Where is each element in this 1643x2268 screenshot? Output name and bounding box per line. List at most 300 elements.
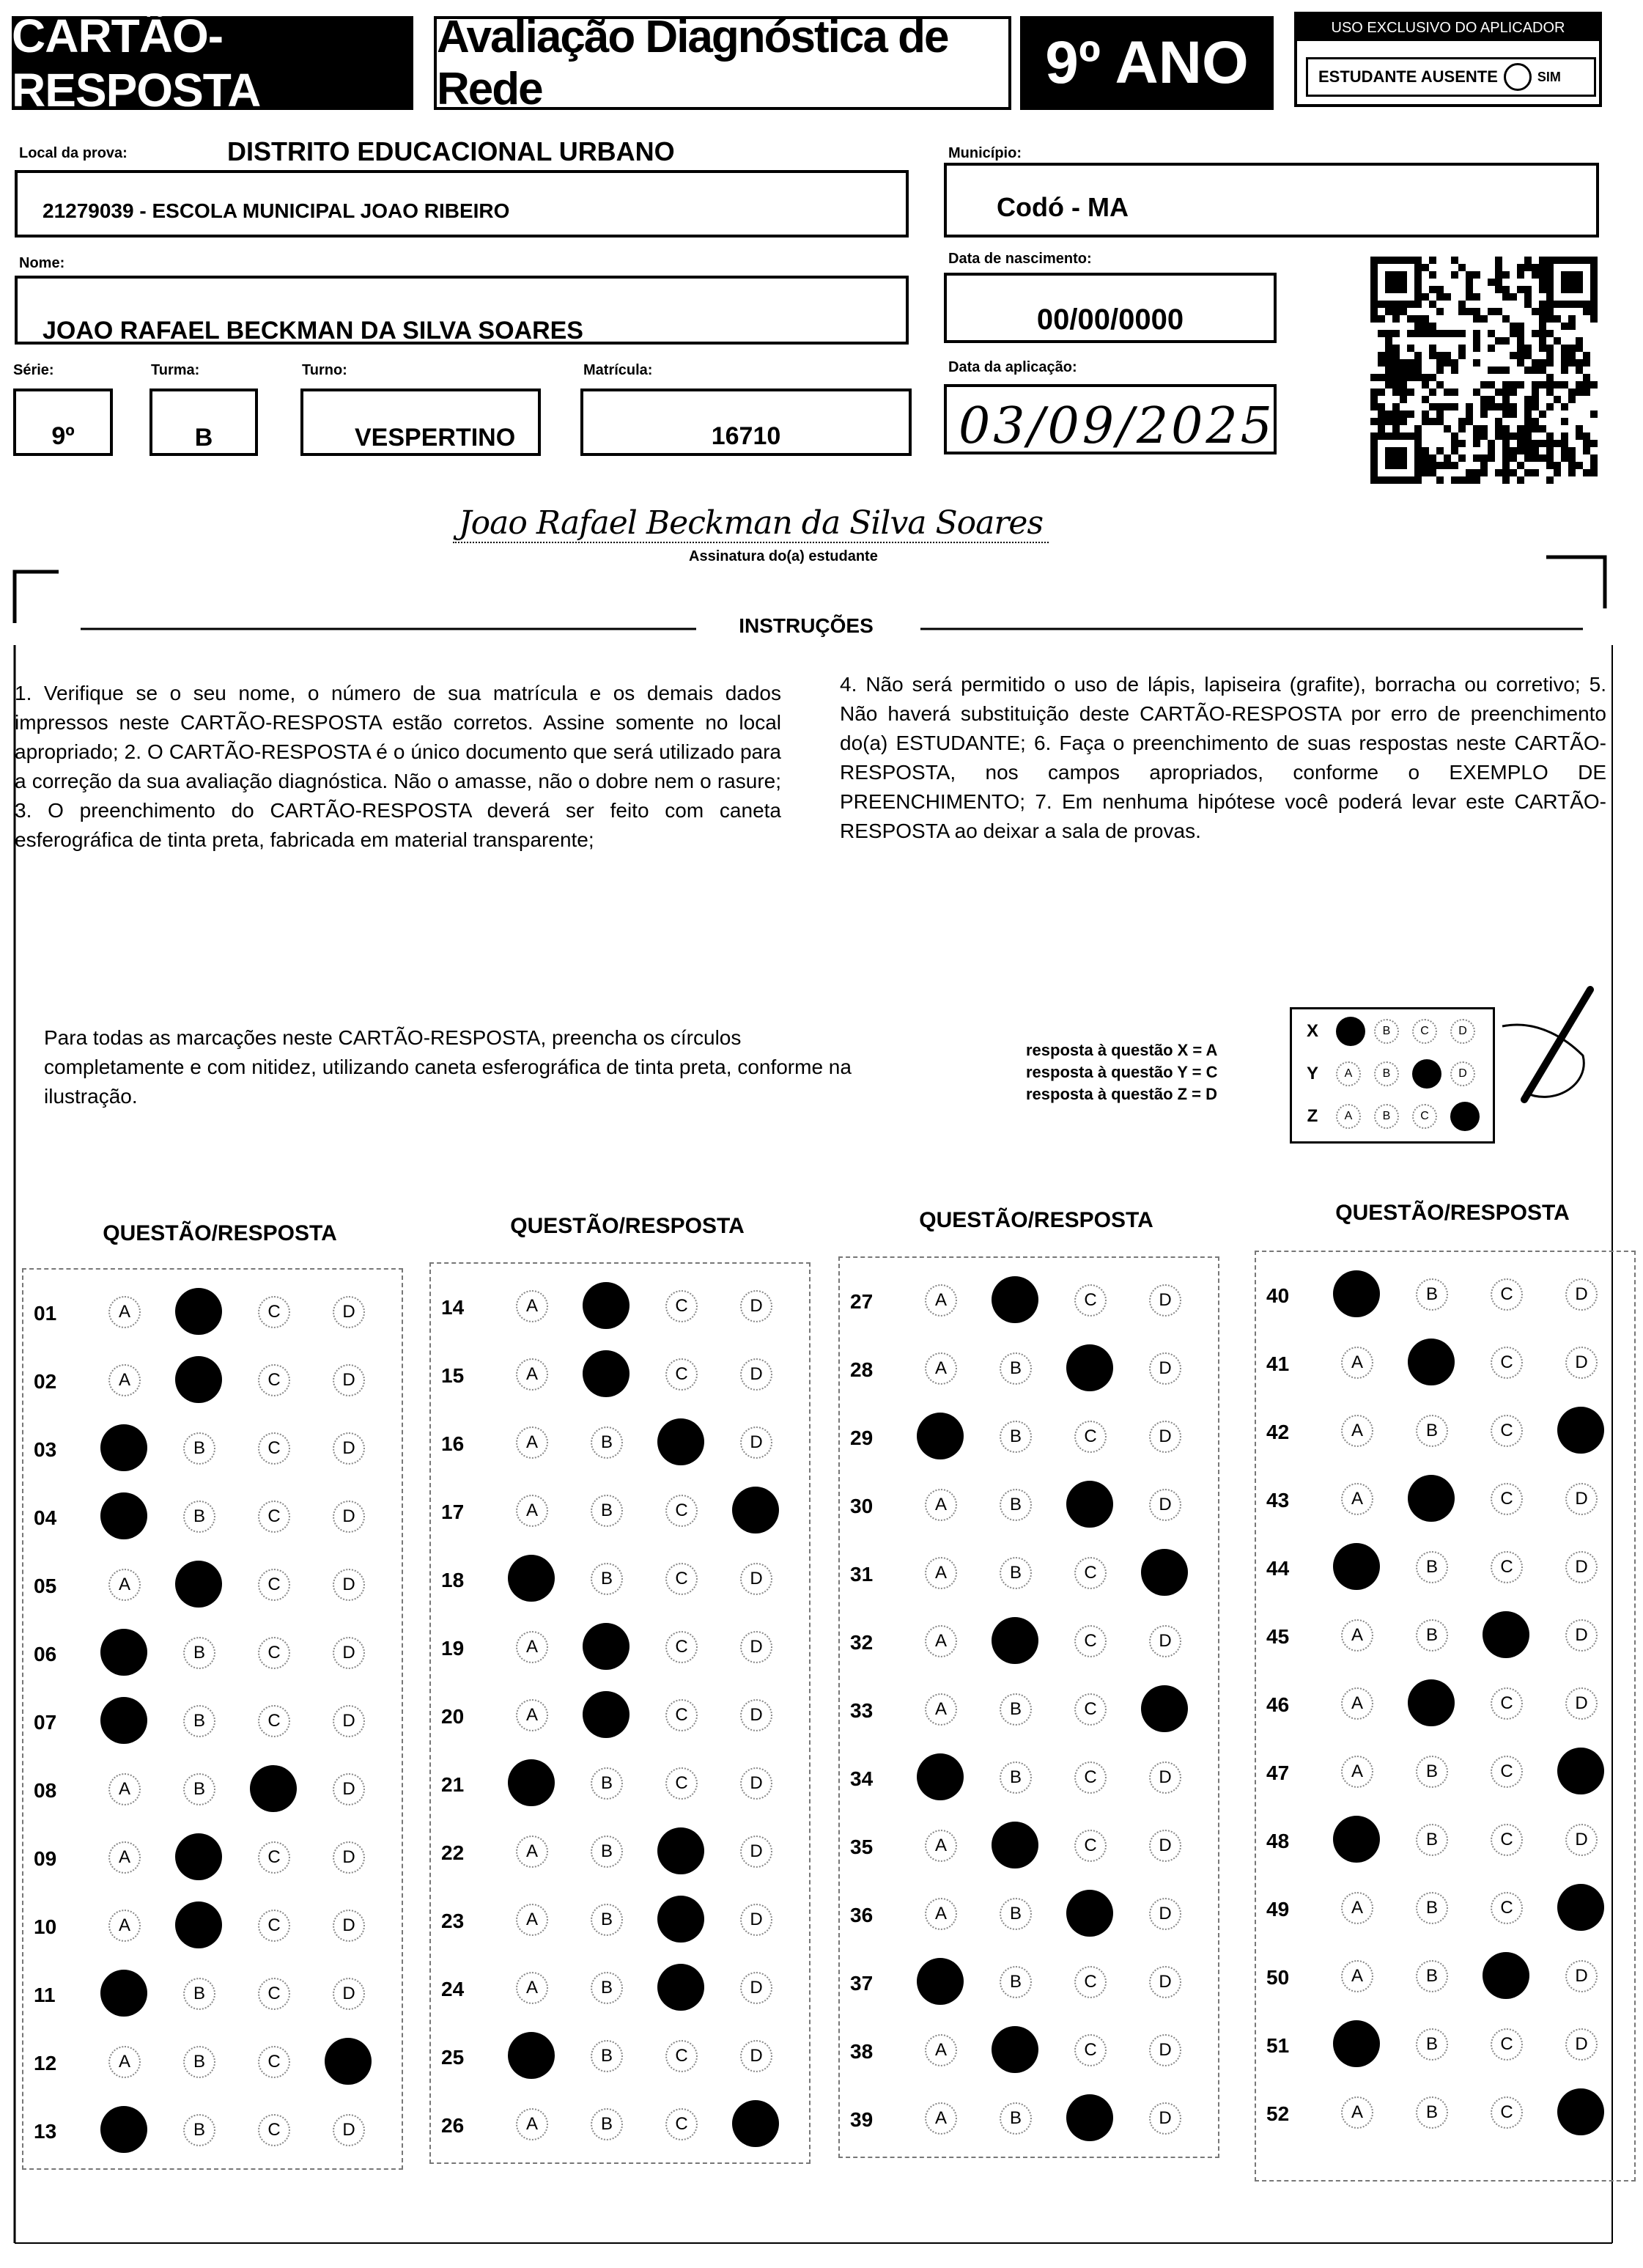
question-number: 04 [34,1506,57,1529]
answer-bubble[interactable]: A [516,1904,548,1936]
question-number: 14 [441,1296,465,1319]
answer-bubble[interactable]: C [1074,2034,1107,2066]
answer-bubble[interactable]: A [108,1569,141,1601]
answer-bubble[interactable]: B [1416,1278,1448,1311]
answer-bubble-filled[interactable] [100,1629,147,1676]
answer-bubble[interactable]: A [516,1495,548,1527]
answer-bubble[interactable]: D [740,1699,772,1731]
answer-bubble-filled[interactable] [325,2038,372,2085]
answer-bubble[interactable]: B [183,1978,215,2010]
answer-bubble[interactable]: B [183,2046,215,2078]
answer-bubble[interactable]: D [333,1432,365,1465]
answer-bubble[interactable]: B [1000,1557,1032,1589]
answer-bubble[interactable]: C [1491,1892,1523,1924]
answer-bubble[interactable]: C [258,1841,290,1874]
answer-bubble[interactable]: C [258,1978,290,2010]
answer-bubble[interactable]: C [258,1364,290,1396]
answer-bubble[interactable]: A [108,1296,141,1328]
question-number: 32 [850,1631,874,1654]
absent-option: SIM [1537,69,1561,84]
answer-bubble[interactable]: A [108,1364,141,1396]
answer-bubble-filled[interactable] [992,1617,1038,1664]
answer-bubble[interactable]: C [1491,2028,1523,2061]
answer-bubble[interactable]: D [1565,1551,1598,1583]
answer-bubble[interactable]: B [1000,1761,1032,1794]
answer-bubble-filled[interactable] [1066,1481,1113,1528]
answer-bubble[interactable]: C [665,1767,698,1800]
example-bubble: C [1412,1104,1437,1129]
instructions-right: 4. Não será permitido o uso de lápis, lapiseira (grafite), borracha ou corretivo; 5. Não haverá substituição deste CARTÃO-RESPOSTA por erro de preenchimento do(a) ESTUDANTE; 6. Faça o preenchimento de suas respostas neste CARTÃO-RESPOSTA, nos campos apropriados, conforme o EXEMPLO DE PREENCHIMENTO; 7. Em nenhuma hipótese você poderá levar este CARTÃO-RESPOSTA ao deixar a sala de provas. [840,673,1606,842]
answer-bubble[interactable]: D [1149,1761,1181,1794]
question-number: 48 [1266,1830,1290,1852]
answer-bubble[interactable]: B [183,1432,215,1465]
answer-bubble[interactable]: B [1416,1960,1448,1992]
answer-bubble[interactable]: A [1341,2096,1373,2129]
school-value: 21279039 - ESCOLA MUNICIPAL JOAO RIBEIRO [43,199,510,222]
matricula-value: 16710 [711,422,781,450]
answer-bubble-filled[interactable] [732,2100,779,2147]
answer-bubble[interactable]: B [1000,2102,1032,2135]
question-number: 45 [1266,1625,1290,1648]
question-number: 49 [1266,1898,1290,1921]
answer-bubble-filled[interactable] [100,1492,147,1539]
answer-bubble-filled[interactable] [583,1691,629,1738]
answer-bubble[interactable]: C [1491,1415,1523,1447]
legend-x: resposta à questão X = A [1026,1041,1218,1059]
legend-z: resposta à questão Z = D [1026,1085,1218,1103]
answer-bubble[interactable]: D [333,2114,365,2146]
answer-bubble[interactable]: C [1491,1347,1523,1379]
local-value: DISTRITO EDUCACIONAL URBANO [227,136,675,166]
answer-bubble[interactable]: C [258,1910,290,1942]
answer-bubble[interactable]: C [1074,1830,1107,1862]
answer-bubble[interactable]: A [1341,1415,1373,1447]
example-bubble: A [1336,1061,1361,1086]
answer-bubble[interactable]: B [1000,1421,1032,1453]
answer-bubble[interactable]: B [1000,1489,1032,1521]
answer-bubble[interactable]: D [1149,1830,1181,1862]
answer-bubble[interactable]: D [1565,1347,1598,1379]
answer-bubble[interactable]: B [183,2114,215,2146]
answer-bubble[interactable]: D [333,1841,365,1874]
serie-value: 9º [51,422,75,450]
example-bubble: B [1374,1061,1399,1086]
answer-bubble[interactable]: A [1341,1347,1373,1379]
answer-bubble[interactable]: B [591,2040,623,2072]
answer-bubble[interactable]: D [740,1972,772,2004]
answer-bubble-filled[interactable] [175,1833,222,1880]
question-number: 27 [850,1290,874,1313]
question-number: 35 [850,1836,874,1858]
answer-bubble-filled[interactable] [1333,1543,1380,1590]
answer-bubble-filled[interactable] [1408,1679,1455,1726]
answer-bubble[interactable]: D [1565,1960,1598,1992]
answer-bubble[interactable]: B [1416,1619,1448,1652]
answer-bubble[interactable]: D [333,1910,365,1942]
question-number: 30 [850,1495,874,1517]
answer-bubble-filled[interactable] [583,1623,629,1670]
answer-bubble[interactable]: C [1074,1966,1107,1998]
answer-bubble[interactable]: B [1416,1551,1448,1583]
answer-bubble[interactable]: A [516,1358,548,1391]
question-number: 44 [1266,1557,1290,1580]
answer-bubble[interactable]: A [925,1830,957,1862]
question-number: 43 [1266,1489,1290,1512]
answer-bubble-filled[interactable] [1557,1884,1604,1931]
answer-bubble[interactable]: D [1565,1824,1598,1856]
answer-bubble[interactable]: B [183,1705,215,1737]
question-number: 11 [34,1984,56,2006]
answer-bubble[interactable]: A [516,1631,548,1663]
example-bubble: D [1450,1019,1475,1044]
answer-bubble[interactable]: D [333,1296,365,1328]
answer-bubble-filled[interactable] [657,1896,704,1943]
question-number: 31 [850,1563,874,1586]
answer-bubble-filled[interactable] [1066,1344,1113,1391]
answer-bubble[interactable]: C [1491,2096,1523,2129]
turno-label: Turno: [302,362,347,378]
answer-bubble[interactable]: D [333,1569,365,1601]
answer-bubble[interactable]: C [665,1290,698,1322]
question-number: 29 [850,1426,874,1449]
answer-bubble[interactable]: B [591,1836,623,1868]
answer-bubble[interactable]: B [591,1495,623,1527]
question-number: 41 [1266,1352,1290,1375]
answer-bubble[interactable]: A [516,1426,548,1459]
answer-bubble[interactable]: C [258,2114,290,2146]
nome-label: Nome: [19,255,65,271]
applicator-label: USO EXCLUSIVO DO APLICADOR [1297,15,1599,41]
answer-bubble-filled[interactable] [1333,2020,1380,2067]
answer-bubble[interactable]: D [740,1904,772,1936]
answer-bubble-filled[interactable] [100,1970,147,2017]
answer-bubble[interactable]: A [925,1898,957,1930]
answer-bubble[interactable]: A [516,1836,548,1868]
answer-bubble[interactable]: C [665,1631,698,1663]
answer-bubble[interactable]: C [665,1495,698,1527]
example-bubble: B [1374,1104,1399,1129]
answer-bubble[interactable]: B [1000,1352,1032,1385]
answer-bubble[interactable]: D [333,1773,365,1805]
question-number: 02 [34,1370,57,1393]
answer-bubble[interactable]: C [665,2040,698,2072]
answer-bubble[interactable]: B [1416,1756,1448,1788]
answer-bubble[interactable]: C [258,1432,290,1465]
example-legend [1026,1039,1217,1105]
answer-bubble-filled[interactable] [175,1356,222,1403]
answer-bubble[interactable]: D [740,1290,772,1322]
answer-bubble[interactable]: A [516,2108,548,2140]
answer-bubble-filled[interactable] [1483,1952,1529,1999]
question-number: 37 [850,1972,874,1995]
column-title: QUESTÃO/RESPOSTA [103,1221,337,1245]
answer-bubble[interactable]: C [665,1358,698,1391]
question-number: 15 [441,1364,465,1387]
example-bubble: C [1412,1019,1437,1044]
turma-value: B [194,424,213,452]
answer-bubble[interactable]: B [1000,1693,1032,1726]
answer-bubble[interactable]: D [740,1358,772,1391]
example-bubble-filled [1336,1017,1365,1046]
answer-bubble-filled[interactable] [992,1276,1038,1323]
question-number: 46 [1266,1693,1290,1716]
answer-bubble-filled[interactable] [657,1827,704,1874]
question-number: 33 [850,1699,874,1722]
answer-bubble[interactable]: C [665,2108,698,2140]
answer-bubble[interactable]: A [108,1841,141,1874]
answer-bubble[interactable]: D [333,1978,365,2010]
example-row-label: Y [1306,1064,1318,1083]
answer-bubble[interactable]: B [1416,1415,1448,1447]
answer-bubble-filled[interactable] [175,1901,222,1948]
answer-bubble[interactable]: C [258,1501,290,1533]
answer-bubble-filled[interactable] [508,2032,555,2079]
example-grid [1290,1007,1495,1144]
answer-bubble-filled[interactable] [175,1561,222,1608]
answer-bubble-filled[interactable] [1557,1407,1604,1454]
answer-bubble-filled[interactable] [1333,1816,1380,1863]
answer-bubble[interactable]: D [333,1364,365,1396]
answer-bubble[interactable]: C [1491,1756,1523,1788]
answer-bubble[interactable]: C [258,2046,290,2078]
answer-bubble-filled[interactable] [917,1753,964,1800]
question-number: 09 [34,1847,57,1870]
question-number: 10 [34,1915,57,1938]
instructions-left: 1. Verifique se o seu nome, o número de sua matrícula e os demais dados impressos neste CARTÃO-RESPOSTA estão corretos. Assine somente no local apropriado; 2. O CARTÃO-RESPOSTA é o único documento que será utilizado para a correção da sua avaliação diagnóstica. Não o amasse, não o dobre nem o rasure; 3. O preenchimento do CARTÃO-RESPOSTA deverá ser feito com caneta esferográfica de tinta preta, fabricada em material transparente; [15,682,781,851]
answer-bubble[interactable]: A [1341,1619,1373,1652]
answer-bubble[interactable]: B [1416,2096,1448,2129]
card-title: CARTÃO-RESPOSTA [12,16,413,110]
question-number: 23 [441,1910,465,1932]
column-title: QUESTÃO/RESPOSTA [510,1214,745,1238]
answer-bubble[interactable]: B [591,2108,623,2140]
answer-bubble[interactable]: C [1074,1625,1107,1657]
answer-bubble[interactable]: B [1416,1892,1448,1924]
answer-bubble[interactable]: A [925,2034,957,2066]
answer-bubble-filled[interactable] [657,1964,704,2011]
question-number: 28 [850,1358,874,1381]
answer-bubble-filled[interactable] [1141,1549,1188,1596]
answer-bubble-filled[interactable] [1557,1748,1604,1794]
question-number: 24 [441,1978,465,2000]
answer-bubble[interactable]: B [183,1773,215,1805]
answer-bubble-filled[interactable] [583,1350,629,1397]
question-number: 22 [441,1841,465,1864]
answer-bubble[interactable]: D [740,1426,772,1459]
question-number: 13 [34,2120,57,2143]
answer-bubble[interactable]: D [1149,1625,1181,1657]
answer-bubble[interactable]: B [591,1767,623,1800]
question-number: 03 [34,1438,57,1461]
aplicacao-value: 03/09/2025 [959,397,1275,455]
answer-bubble[interactable]: A [925,1352,957,1385]
answer-bubble[interactable]: A [925,1489,957,1521]
answer-bubble[interactable]: C [258,1296,290,1328]
answer-bubble[interactable]: C [665,1563,698,1595]
answer-bubble[interactable]: A [925,1284,957,1317]
answer-bubble[interactable]: D [1149,2102,1181,2135]
answer-bubble-filled[interactable] [508,1759,555,1806]
answer-bubble-filled[interactable] [917,1413,964,1459]
answer-bubble-filled[interactable] [1483,1611,1529,1658]
exam-title: Avaliação Diagnóstica de Rede [434,16,1011,110]
answer-bubble[interactable]: C [258,1705,290,1737]
answer-bubble[interactable]: D [1149,2034,1181,2066]
grade-badge: 9º ANO [1020,16,1274,110]
question-number: 52 [1266,2102,1290,2125]
answer-bubble[interactable]: B [1416,1824,1448,1856]
answer-bubble[interactable]: D [333,1637,365,1669]
example-row-label: Z [1307,1106,1318,1126]
answer-bubble[interactable]: B [1000,1898,1032,1930]
question-number: 47 [1266,1761,1290,1784]
example-bubble-filled [1450,1102,1480,1131]
answer-bubble[interactable]: D [1149,1966,1181,1998]
example-bubble: D [1450,1061,1475,1086]
answer-bubble[interactable]: A [1341,1687,1373,1720]
answer-bubble[interactable]: B [1416,2028,1448,2061]
answer-bubble[interactable]: D [1565,1278,1598,1311]
answer-bubble[interactable]: C [1491,1278,1523,1311]
answer-bubble[interactable]: C [1074,1421,1107,1453]
answer-bubble-filled[interactable] [100,2106,147,2153]
question-number: 06 [34,1643,57,1665]
answer-bubble[interactable]: A [516,1699,548,1731]
pen-hand-icon [1495,982,1605,1129]
answer-bubble[interactable]: D [333,1705,365,1737]
answer-bubble[interactable]: D [1565,2028,1598,2061]
answer-bubble-filled[interactable] [1408,1339,1455,1385]
answer-bubble[interactable]: C [1491,1824,1523,1856]
answer-bubble[interactable]: D [1565,1483,1598,1515]
answer-bubble[interactable]: A [108,2046,141,2078]
student-signature: Joao Rafael Beckman da Silva Soares [453,504,1049,543]
answer-bubble[interactable]: C [1074,1284,1107,1317]
answer-bubble[interactable]: A [108,1910,141,1942]
question-number: 36 [850,1904,874,1926]
signature-label: Assinatura do(a) estudante [689,548,878,564]
answer-bubble-filled[interactable] [100,1697,147,1744]
column-title: QUESTÃO/RESPOSTA [1335,1201,1570,1225]
example-row-label: X [1306,1021,1318,1041]
answer-bubble[interactable]: A [925,2102,957,2135]
municipio-label: Município: [948,145,1022,161]
answer-bubble-filled[interactable] [992,1822,1038,1868]
question-number: 05 [34,1575,57,1597]
nome-value: JOAO RAFAEL BECKMAN DA SILVA SOARES [43,317,583,345]
answer-bubble[interactable]: B [183,1637,215,1669]
answer-bubble-filled[interactable] [917,1958,964,2005]
question-number: 20 [441,1705,465,1728]
question-number: 17 [441,1501,465,1523]
answer-bubble[interactable]: C [1491,1551,1523,1583]
answer-bubble[interactable]: B [1000,1966,1032,1998]
answer-bubble[interactable]: C [1074,1557,1107,1589]
answer-bubble[interactable]: A [925,1557,957,1589]
answer-bubble[interactable]: D [740,1836,772,1868]
question-number: 40 [1266,1284,1290,1307]
example-bubble: A [1336,1104,1361,1129]
answer-bubble[interactable]: B [591,1972,623,2004]
answer-bubble[interactable]: C [665,1699,698,1731]
answer-bubble[interactable]: A [925,1693,957,1726]
answer-bubble[interactable]: A [1341,1483,1373,1515]
answer-bubble[interactable]: C [1491,1483,1523,1515]
nascimento-label: Data de nascimento: [948,251,1092,267]
question-number: 34 [850,1767,874,1790]
answer-bubble[interactable]: C [1074,1761,1107,1794]
answer-bubble-filled[interactable] [1141,1685,1188,1732]
serie-label: Série: [13,362,54,378]
answer-bubble[interactable]: D [1149,1421,1181,1453]
answer-bubble[interactable]: D [333,1501,365,1533]
answer-bubble[interactable]: D [1149,1489,1181,1521]
answer-bubble[interactable]: A [1341,1960,1373,1992]
question-number: 01 [34,1302,57,1325]
answer-bubble[interactable]: D [740,1767,772,1800]
answer-bubble[interactable]: B [591,1426,623,1459]
answer-bubble[interactable]: B [183,1501,215,1533]
question-number: 21 [441,1773,465,1796]
answer-bubble-filled[interactable] [250,1765,297,1812]
answer-bubble[interactable]: D [740,1631,772,1663]
answer-bubble-filled[interactable] [1408,1475,1455,1522]
answer-bubble[interactable]: D [1149,1352,1181,1385]
example-text: Para todas as marcações neste CARTÃO-RESPOSTA, preencha os círculos completamente e com nitidez, utilizando caneta esferográfica de tinta preta, conforme na ilustração. [44,1026,852,1108]
answer-bubble[interactable]: A [108,1773,141,1805]
answer-bubble[interactable]: A [516,1972,548,2004]
answer-bubble-filled[interactable] [992,2026,1038,2073]
answer-bubble-filled[interactable] [583,1282,629,1329]
answer-bubble-filled[interactable] [100,1424,147,1471]
question-number: 39 [850,2108,874,2131]
answer-bubble[interactable]: A [1341,1756,1373,1788]
answer-bubble[interactable]: D [1149,1284,1181,1317]
answer-bubble[interactable]: D [740,1563,772,1595]
answer-bubble[interactable]: A [516,1290,548,1322]
answer-bubble-filled[interactable] [732,1487,779,1534]
answer-bubble[interactable]: A [925,1625,957,1657]
municipio-value: Codó - MA [997,192,1129,222]
answer-bubble[interactable]: D [740,2040,772,2072]
turma-label: Turma: [151,362,200,378]
answer-bubble[interactable]: C [258,1637,290,1669]
answer-bubble[interactable]: A [1341,1892,1373,1924]
answer-bubble[interactable]: B [591,1563,623,1595]
answer-bubble-filled[interactable] [1557,2088,1604,2135]
answer-bubble[interactable]: C [1491,1687,1523,1720]
answer-bubble-filled[interactable] [1066,1890,1113,1937]
answer-bubble-filled[interactable] [508,1555,555,1602]
question-number: 07 [34,1711,57,1734]
answer-bubble-filled[interactable] [175,1288,222,1335]
answer-bubble[interactable]: D [1149,1898,1181,1930]
turno-value: VESPERTINO [355,424,516,452]
question-number: 25 [441,2046,465,2069]
question-number: 50 [1266,1966,1290,1989]
answer-bubble[interactable]: D [1565,1619,1598,1652]
instructions-title: INSTRUÇÕES [739,614,874,637]
answer-bubble-filled[interactable] [1066,2094,1113,2141]
absent-label: ESTUDANTE AUSENTE [1318,67,1498,86]
answer-bubble[interactable]: C [1074,1693,1107,1726]
answer-bubble-filled[interactable] [1333,1270,1380,1317]
question-number: 18 [441,1569,465,1591]
answer-bubble[interactable]: C [258,1569,290,1601]
answer-bubble-filled[interactable] [657,1418,704,1465]
answer-bubble[interactable]: D [1565,1687,1598,1720]
answer-bubble[interactable]: B [591,1904,623,1936]
